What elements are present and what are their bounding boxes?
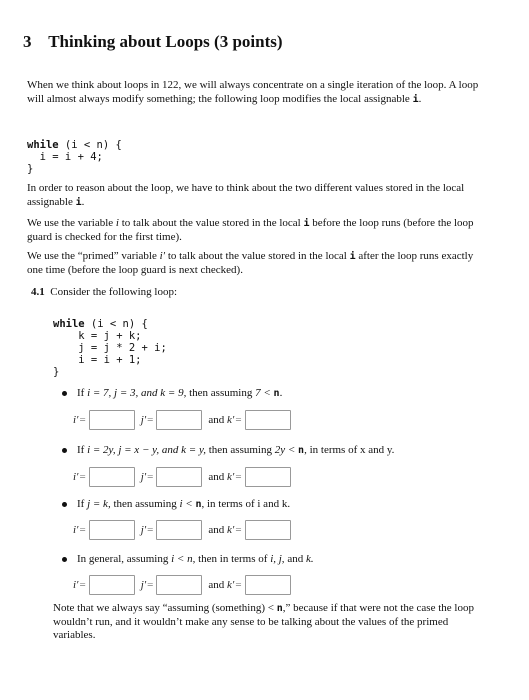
j-prime-answer-box[interactable] [156, 410, 202, 430]
k-prime-answer-box[interactable] [245, 520, 291, 540]
bullet-dot [62, 391, 67, 396]
intro-paragraph-3: We use the variable i to talk about the value stored in the local i before the loop runs (before the loop guard is checked for the first time). [27, 217, 474, 243]
i-prime-answer-box[interactable] [89, 467, 135, 487]
j-prime-answer-box[interactable] [156, 575, 202, 595]
intro-paragraph-2: In order to reason about the loop, we have to think about the two different values stored in the local assignable i. [27, 182, 465, 208]
k-prime-answer-box[interactable] [245, 467, 291, 487]
section-heading [23, 32, 283, 52]
code-block-1: while (i < n) { i = i + 4; } [27, 139, 122, 175]
section-number: 3 [23, 32, 32, 51]
section-title: Thinking about Loops (3 points) [48, 32, 283, 51]
bullet-item-1: If i = 7, j = 3, and k = 9, then assuming 7 < n. [62, 387, 282, 399]
answer-row-1: i′ = j′ = and k′ = [73, 410, 293, 430]
i-prime-answer-box[interactable] [89, 575, 135, 595]
subsection-heading: 4.1 Consider the following loop: [31, 286, 178, 298]
k-prime-answer-box[interactable] [245, 575, 291, 595]
answer-row-3: i′ = j′ = and k′ = [73, 520, 293, 540]
i-prime-answer-box[interactable] [89, 410, 135, 430]
bullet-item-4: In general, assuming i < n, then in terms of i, j, and k. [62, 553, 314, 565]
j-prime-answer-box[interactable] [156, 520, 202, 540]
intro-paragraph-4: We use the “primed” variable i′ to talk about the value stored in the local i after the loop runs exactly one time (before the loop guard is next checked). [27, 250, 474, 276]
bullet-item-3: If j = k, then assuming i < n, in terms of i and k. [62, 498, 290, 510]
i-prime-answer-box[interactable] [89, 520, 135, 540]
answer-row-2: i′ = j′ = and k′ = [73, 467, 293, 487]
j-prime-answer-box[interactable] [156, 467, 202, 487]
k-prime-answer-box[interactable] [245, 410, 291, 430]
bullet-dot [62, 557, 67, 562]
subsection-number: 4.1 [31, 286, 45, 298]
intro-paragraph-1: When we think about loops in 122, we will always concentrate on a single iteration of the loop. A loop will almost always modify something; the following loop modifies the local assignable i. [27, 79, 479, 105]
bullet-dot [62, 502, 67, 507]
bullet-dot [62, 448, 67, 453]
code-block-2: while (i < n) { k = j + k; j = j * 2 + i; i = i + 1; } [53, 318, 167, 378]
bullet-item-2: If i = 2y, j = x − y, and k = y, then assuming 2y < n, in terms of x and y. [62, 444, 394, 456]
answer-row-4: i′ = j′ = and k′ = [73, 575, 293, 595]
note-paragraph: Note that we always say “assuming (something) < n,” because if that were not the case the loop wouldn’t run, and it wouldn’t make any sense to be talking about the values of the primed variables. [53, 602, 474, 641]
